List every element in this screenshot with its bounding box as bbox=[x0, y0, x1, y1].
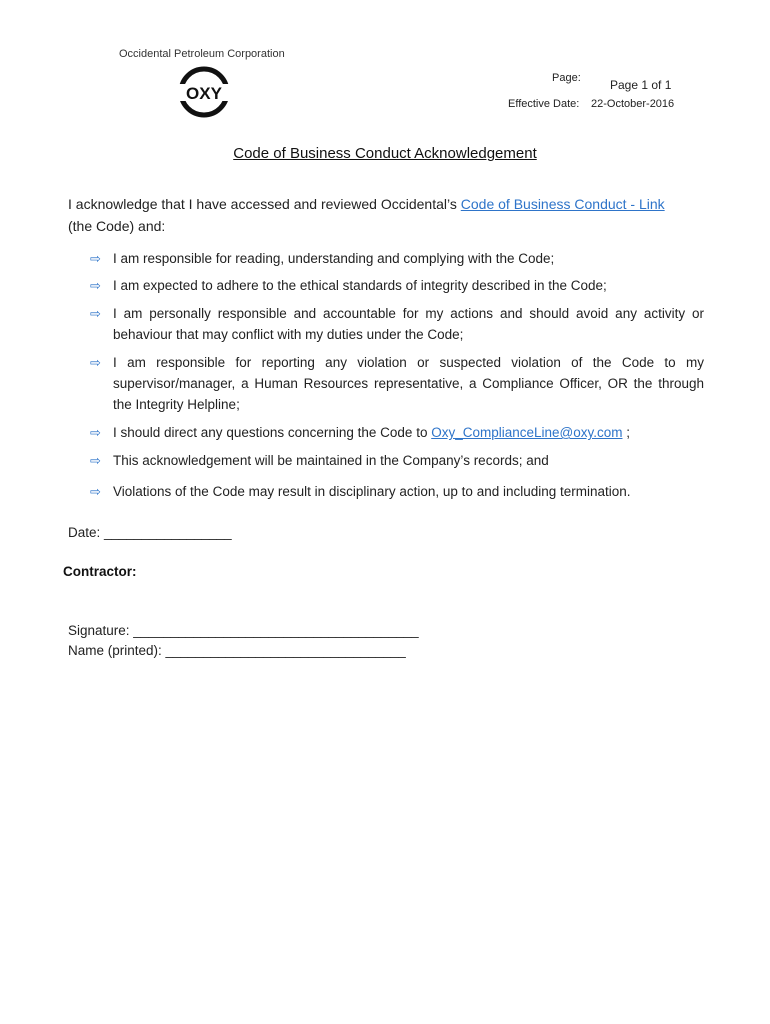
list-item-text: I am personally responsible and accountable for my actions and should avoid any activity or behaviour that may conflict with my duties under the Code; bbox=[113, 306, 704, 342]
list-item-text: This acknowledgement will be maintained in the Company’s records; and bbox=[113, 453, 549, 468]
list-item-text: I am responsible for reporting any violation or suspected violation of the Code to my supervisor/manager, a Human Resources representative, a Compliance Officer, OR the through the Integrity Helpline; bbox=[113, 355, 704, 412]
list-item-text: Violations of the Code may result in disciplinary action, up to and including termination. bbox=[113, 484, 631, 499]
page-label: Page: bbox=[552, 72, 581, 84]
signature-block bbox=[68, 621, 419, 661]
logo-text: OXY bbox=[186, 84, 222, 103]
page-number: Page 1 of 1 bbox=[610, 78, 672, 92]
list-item-text-end: ; bbox=[622, 425, 630, 440]
company-name: Occidental Petroleum Corporation bbox=[119, 48, 285, 60]
signature-field[interactable]: Signature: ______________________________________ bbox=[68, 623, 419, 638]
effective-date-value: 22-October-2016 bbox=[591, 98, 675, 110]
list-item-text: I should direct any questions concerning the Code to bbox=[113, 425, 432, 440]
arrow-right-icon: ⇨ bbox=[90, 484, 101, 499]
arrow-right-icon: ⇨ bbox=[90, 355, 101, 370]
list-item bbox=[90, 481, 704, 502]
arrow-right-icon: ⇨ bbox=[90, 278, 101, 293]
list-item bbox=[90, 352, 704, 415]
list-item bbox=[90, 450, 704, 471]
date-field[interactable]: Date: _________________ bbox=[68, 525, 232, 540]
effective-date-label: Effective Date: bbox=[508, 98, 580, 110]
list-item-text: I am responsible for reading, understanding and complying with the Code; bbox=[113, 251, 555, 266]
intro-paragraph bbox=[68, 193, 704, 237]
contractor-heading: Contractor: bbox=[63, 564, 137, 579]
list-item bbox=[90, 422, 704, 443]
compliance-email-link[interactable]: Oxy_ComplianceLine@oxy.com bbox=[431, 425, 623, 440]
oxy-logo bbox=[178, 64, 230, 120]
name-printed-field[interactable]: Name (printed): ________________________________ bbox=[68, 643, 406, 658]
intro-text-end: (the Code) and: bbox=[68, 218, 166, 234]
code-of-conduct-link[interactable]: Code of Business Conduct - Link bbox=[460, 196, 665, 212]
list-item bbox=[90, 303, 704, 345]
document-title: Code of Business Conduct Acknowledgement bbox=[233, 145, 537, 162]
arrow-right-icon: ⇨ bbox=[90, 453, 101, 468]
list-item bbox=[90, 248, 704, 269]
arrow-right-icon: ⇨ bbox=[90, 306, 101, 321]
intro-text: I acknowledge that I have accessed and reviewed Occidental’s bbox=[68, 196, 461, 212]
acknowledgement-list bbox=[90, 248, 704, 502]
arrow-right-icon: ⇨ bbox=[90, 251, 101, 266]
arrow-right-icon: ⇨ bbox=[90, 425, 101, 440]
list-item bbox=[90, 275, 704, 296]
list-item-text: I am expected to adhere to the ethical standards of integrity described in the Code; bbox=[113, 278, 607, 293]
